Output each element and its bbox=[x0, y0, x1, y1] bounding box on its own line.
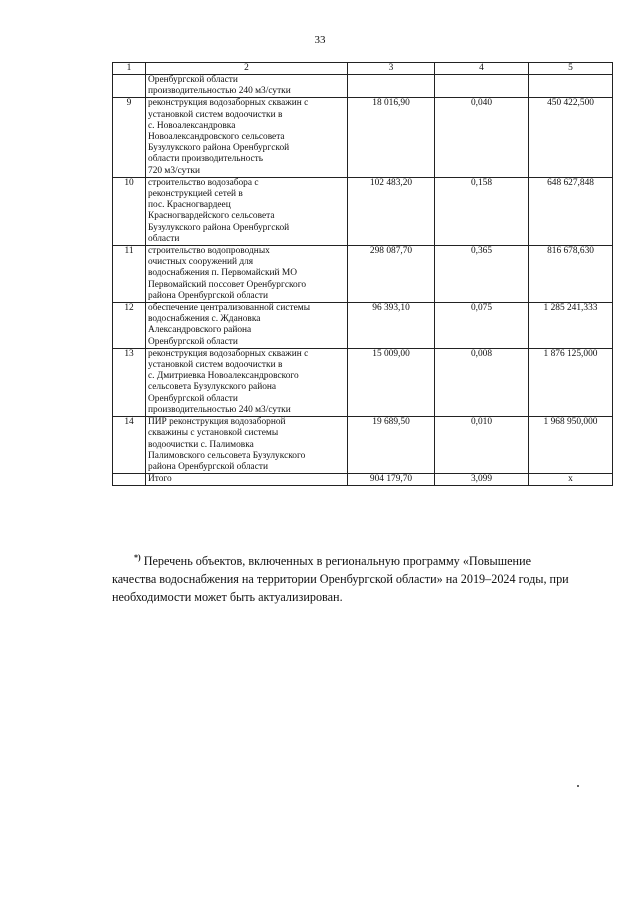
description-line: скважины с установкой системы bbox=[148, 428, 279, 439]
row-col4: 0,040 bbox=[435, 98, 529, 177]
table-row bbox=[113, 177, 613, 245]
column-header: 4 bbox=[435, 63, 529, 75]
description-line: строительство водопроводных bbox=[148, 246, 270, 257]
description-line: Оренбургской области bbox=[148, 75, 238, 85]
row-number: 9 bbox=[113, 98, 146, 177]
row-col3: 102 483,20 bbox=[348, 177, 435, 245]
description-line: с. Новоалександровка bbox=[148, 120, 236, 131]
row-description bbox=[146, 303, 348, 349]
table-body bbox=[113, 75, 613, 474]
row-col4: 0,158 bbox=[435, 177, 529, 245]
row-col4 bbox=[435, 75, 529, 98]
description-line: 720 м3/сутки bbox=[148, 165, 201, 176]
table-row bbox=[113, 98, 613, 177]
description-line: реконструкция водозаборных скважин с bbox=[148, 348, 309, 359]
description-line: реконструкция водозаборных скважин с bbox=[148, 98, 309, 109]
table-row bbox=[113, 348, 613, 416]
row-description bbox=[146, 98, 348, 177]
description-line: области bbox=[148, 233, 180, 244]
row-col3 bbox=[348, 75, 435, 98]
description-line: Бузулукского района Оренбургской bbox=[148, 222, 290, 233]
row-col4: 0,008 bbox=[435, 348, 529, 416]
page-number: 33 bbox=[314, 34, 326, 46]
footnote-line: качества водоснабжения на территории Оренбургской области» на 2019–2024 годы, при bbox=[112, 572, 569, 587]
table-row bbox=[113, 303, 613, 349]
row-number: 12 bbox=[113, 303, 146, 349]
column-header: 1 bbox=[113, 63, 146, 75]
row-number: 13 bbox=[113, 348, 146, 416]
description-line: района Оренбургской области bbox=[148, 461, 268, 472]
row-col5: 1 968 950,000 bbox=[529, 417, 613, 474]
scan-dot bbox=[577, 785, 579, 787]
row-col5: 450 422,500 bbox=[529, 98, 613, 177]
description-line: Красногвардейского сельсовета bbox=[148, 211, 275, 222]
total-col3: 904 179,70 bbox=[348, 474, 435, 486]
total-label: Итого bbox=[146, 474, 348, 486]
row-number: 10 bbox=[113, 177, 146, 245]
row-description bbox=[146, 177, 348, 245]
row-col5: 1 285 241,333 bbox=[529, 303, 613, 349]
description-line: водоснабжения п. Первомайский МО bbox=[148, 268, 297, 279]
row-col3: 15 009,00 bbox=[348, 348, 435, 416]
total-row bbox=[113, 474, 613, 486]
description-line: очистных сооружений для bbox=[148, 257, 254, 268]
total-col4: 3,099 bbox=[435, 474, 529, 486]
description-line: Палимовского сельсовета Бузулукского bbox=[148, 450, 306, 461]
description-line: производительностью 240 м3/сутки bbox=[148, 86, 291, 97]
description-line: Бузулукского района Оренбургской bbox=[148, 143, 290, 154]
row-description bbox=[146, 348, 348, 416]
table-row bbox=[113, 417, 613, 474]
row-col5: 1 876 125,000 bbox=[529, 348, 613, 416]
description-line: района Оренбургской области bbox=[148, 290, 268, 301]
footnote-marker: *) bbox=[134, 553, 141, 562]
description-line: с. Дмитриевка Новоалександровского bbox=[148, 371, 299, 382]
description-line: обеспечение централизованной системы bbox=[148, 303, 310, 314]
description-line: установкой систем водоочистки в bbox=[148, 360, 283, 371]
description-line: Первомайский поссовет Оренбургского bbox=[148, 279, 307, 290]
row-col3: 96 393,10 bbox=[348, 303, 435, 349]
row-col3: 298 087,70 bbox=[348, 246, 435, 303]
objects-table bbox=[112, 62, 613, 486]
row-description bbox=[146, 417, 348, 474]
row-col4: 0,365 bbox=[435, 246, 529, 303]
column-header: 2 bbox=[146, 63, 348, 75]
row-col5: 648 627,848 bbox=[529, 177, 613, 245]
footnote bbox=[112, 549, 612, 606]
table-row bbox=[113, 246, 613, 303]
row-col4: 0,010 bbox=[435, 417, 529, 474]
footnote-line: необходимости может быть актуализирован. bbox=[112, 590, 343, 605]
row-col5 bbox=[529, 75, 613, 98]
total-col5: х bbox=[529, 474, 613, 486]
description-line: водоснабжения с. Ждановка bbox=[148, 314, 261, 325]
row-description bbox=[146, 246, 348, 303]
footnote-line bbox=[112, 549, 612, 570]
row-col3: 19 689,50 bbox=[348, 417, 435, 474]
row-number bbox=[113, 75, 146, 98]
row-description bbox=[146, 75, 348, 98]
row-col4: 0,075 bbox=[435, 303, 529, 349]
column-header: 5 bbox=[529, 63, 613, 75]
description-line: установкой систем водоочистки в bbox=[148, 109, 283, 120]
description-line: области производительность bbox=[148, 154, 264, 165]
description-line: Оренбургской области bbox=[148, 336, 238, 347]
description-line: Александровского района bbox=[148, 325, 252, 336]
description-line: ПИР реконструкция водозаборной bbox=[148, 417, 286, 428]
description-line: Новоалександровского сельсовета bbox=[148, 132, 285, 143]
description-line: пос. Красногвардеец bbox=[148, 200, 231, 211]
description-line: сельсовета Бузулукского района bbox=[148, 382, 277, 393]
description-line: реконструкцией сетей в bbox=[148, 189, 243, 200]
table-header-row bbox=[113, 63, 613, 75]
description-line: производительностью 240 м3/сутки bbox=[148, 404, 291, 415]
description-line: Оренбургской области bbox=[148, 393, 238, 404]
row-number: 14 bbox=[113, 417, 146, 474]
row-col5: 816 678,630 bbox=[529, 246, 613, 303]
description-line: строительство водозабора с bbox=[148, 177, 259, 188]
description-line: водоочистки с. Палимовка bbox=[148, 439, 254, 450]
row-col3: 18 016,90 bbox=[348, 98, 435, 177]
table-row bbox=[113, 75, 613, 98]
column-header: 3 bbox=[348, 63, 435, 75]
total-num-cell bbox=[113, 474, 146, 486]
footnote-text: Перечень объектов, включенных в региональную программу «Повышение bbox=[143, 554, 531, 569]
row-number: 11 bbox=[113, 246, 146, 303]
